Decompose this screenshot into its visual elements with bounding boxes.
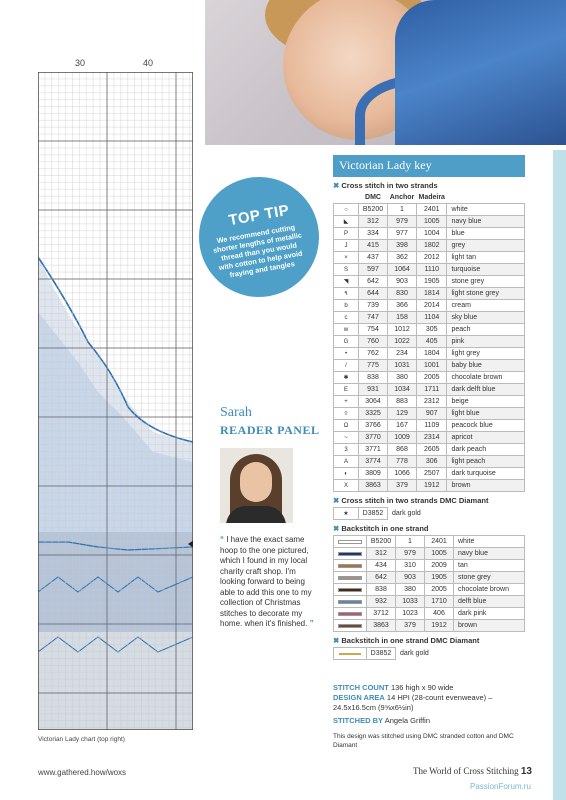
backstitch-row: 642 903 1905 stone grey: [334, 572, 525, 584]
key-row: ◊ 3325 129 907 light blue: [334, 408, 525, 420]
line-swatch: [334, 572, 367, 584]
key-row: b 739 366 2014 cream: [334, 300, 525, 312]
symbol-icon: •: [334, 348, 359, 360]
key-section-back: ✖ Backstitch in one strand: [333, 524, 429, 533]
symbol-icon: J: [334, 240, 359, 252]
symbol-icon: P: [334, 228, 359, 240]
symbol-icon: A: [334, 456, 359, 468]
key-row: ◣ 312 979 1005 navy blue: [334, 216, 525, 228]
top-tip-badge: [199, 177, 319, 297]
reader-quote: “ I have the exact same hoop to the one pictured, which I found in my local charity craft shop. I'm looking forward to being able to add this one to my collection of Christmas stitches to decorate my home. when it's finished. ”: [220, 535, 314, 628]
key-section-cross: ✖ Cross stitch in two strands: [333, 181, 438, 190]
key-title: Victorian Lady key: [333, 155, 525, 177]
symbol-icon: w: [334, 324, 359, 336]
key-row: ○ B5200 1 2401 white: [334, 204, 525, 216]
reader-portrait: [220, 448, 293, 523]
chart-column-30: 30: [75, 58, 86, 68]
line-swatch: [334, 620, 367, 632]
symbol-icon: b: [334, 300, 359, 312]
line-swatch: [334, 560, 367, 572]
key-row: × 437 362 2012 light tan: [334, 252, 525, 264]
key-row: A 3774 778 306 light peach: [334, 456, 525, 468]
symbol-icon: ~: [334, 432, 359, 444]
reader-panel: [220, 405, 320, 630]
symbol-icon: S: [334, 264, 359, 276]
symbol-icon: ×: [334, 252, 359, 264]
line-swatch: [334, 548, 367, 560]
key-row: • 762 234 1804 light grey: [334, 348, 525, 360]
key-row: ~ 3770 1009 2314 apricot: [334, 432, 525, 444]
key-table-back: [333, 535, 525, 632]
key-table-diamant: ★ D3852 dark gold: [333, 507, 525, 520]
key-section-back-diamant: ✖ Backstitch in one strand DMC Diamant: [333, 636, 480, 645]
symbol-icon: X: [334, 480, 359, 492]
side-strip: [553, 150, 566, 800]
symbol-icon: ◊: [334, 408, 359, 420]
symbol-icon: Ω: [334, 420, 359, 432]
key-row: / 775 1031 1001 baby blue: [334, 360, 525, 372]
key-row: ◥ 642 903 1905 stone grey: [334, 276, 525, 288]
key-row: ✱ 838 380 2005 chocolate brown: [334, 372, 525, 384]
backstitch-row: 312 979 1005 navy blue: [334, 548, 525, 560]
key-row: E 931 1034 1711 dark delft blue: [334, 384, 525, 396]
reader-role: READER PANEL: [220, 423, 320, 437]
key-section-diamant: ✖ Cross stitch in two strands DMC Diamant: [333, 496, 489, 505]
symbol-icon: G: [334, 336, 359, 348]
symbol-icon: ✱: [334, 372, 359, 384]
symbol-icon: ◐: [334, 468, 359, 480]
key-table-back-diamant: D3852 dark gold: [333, 647, 525, 660]
backstitch-row: 3712 1023 406 dark pink: [334, 608, 525, 620]
symbol-icon: ○: [334, 204, 359, 216]
key-row: ٩ 644 830 1814 light stone grey: [334, 288, 525, 300]
backstitch-row: 3863 379 1912 brown: [334, 620, 525, 632]
line-swatch: [334, 536, 367, 548]
symbol-icon: c: [334, 312, 359, 324]
key-row: S 597 1064 1110 turquoise: [334, 264, 525, 276]
key-row: c 747 158 1104 sky blue: [334, 312, 525, 324]
symbol-icon: ◣: [334, 216, 359, 228]
chart-caption: Victorian Lady chart (top right): [38, 736, 125, 743]
colour-key: [333, 155, 525, 660]
symbol-icon: 3: [334, 444, 359, 456]
key-row: Ω 3766 167 1109 peacock blue: [334, 420, 525, 432]
symbol-icon: +: [334, 396, 359, 408]
backstitch-row: 434 310 2009 tan: [334, 560, 525, 572]
stitch-stats: STITCH COUNT 136 high x 90 wide DESIGN AREA 14 HPI (28-count evenweave) – 24.5x16.5cm (9⅝x6½in) STITCHED BY Angela Griffin This design was stitched using DMC stranded cotton and DMC Diamant: [333, 683, 525, 750]
line-swatch: [334, 608, 367, 620]
cross-stitch-chart: [38, 72, 193, 730]
symbol-icon: ◥: [334, 276, 359, 288]
footer-url[interactable]: www.gathered.how/woxs: [38, 768, 127, 777]
backstitch-row: 838 380 2005 chocolate brown: [334, 584, 525, 596]
key-row: 3 3771 868 2605 dark peach: [334, 444, 525, 456]
stitched-photo: [205, 0, 566, 145]
key-row: J 415 398 1802 grey: [334, 240, 525, 252]
backstitch-row: 932 1033 1710 delft blue: [334, 596, 525, 608]
key-table-cross: DMC Anchor Madeira ○ B5200 1 2401 white ◣ 312 979 1005 navy blue P 334 977 1004 blue J 415 398 1802 grey × 437 362 2012 light tan S 597 1064 1110 turquoise ◥ 642 903 1905 stone grey ٩ 644 830 1814 light stone grey b 739 366 2014 cream c 747 158 1104 sky blue w 754 1012 305 peach G 760 1022 405 pink • 762 234 1804 light grey / 775 1031 1001 baby blue ✱ 838 380 2005 chocolate brown E 931 1034 1711 dark delft blue + 3064 883 2312 beige ◊ 3325 129 907 light blue Ω 3766 167 1109 peacock blue ~ 3770 1009 2314 apricot 3 3771 868 2605 dark peach A 3774 778 306 light peach ◐ 3809 1066 2507 dark turquoise X 3863 379 1912 brown: [333, 192, 525, 492]
line-swatch: [334, 584, 367, 596]
key-row: G 760 1022 405 pink: [334, 336, 525, 348]
key-row: w 754 1012 305 peach: [334, 324, 525, 336]
backstitch-row: B5200 1 2401 white: [334, 536, 525, 548]
watermark: PassionForum.ru: [470, 782, 531, 791]
key-row: X 3863 379 1912 brown: [334, 480, 525, 492]
top-tip-text: We recommend cutting shorter lengths of metallic thread than you would with cotton to help avoid fraying and tangles: [212, 222, 304, 280]
stitch-note: This design was stitched using DMC stranded cotton and DMC Diamant: [333, 733, 514, 749]
key-row: + 3064 883 2312 beige: [334, 396, 525, 408]
key-row: P 334 977 1004 blue: [334, 228, 525, 240]
key-row: ◐ 3809 1066 2507 dark turquoise: [334, 468, 525, 480]
reader-name: Sarah: [220, 405, 252, 420]
top-tip-title: TOP TIP: [227, 201, 291, 230]
chart-column-40: 40: [143, 58, 154, 68]
symbol-icon: ٩: [334, 288, 359, 300]
line-swatch: [334, 596, 367, 608]
symbol-icon: E: [334, 384, 359, 396]
footer-magazine: The World of Cross Stitching 13: [413, 766, 532, 777]
symbol-icon: /: [334, 360, 359, 372]
